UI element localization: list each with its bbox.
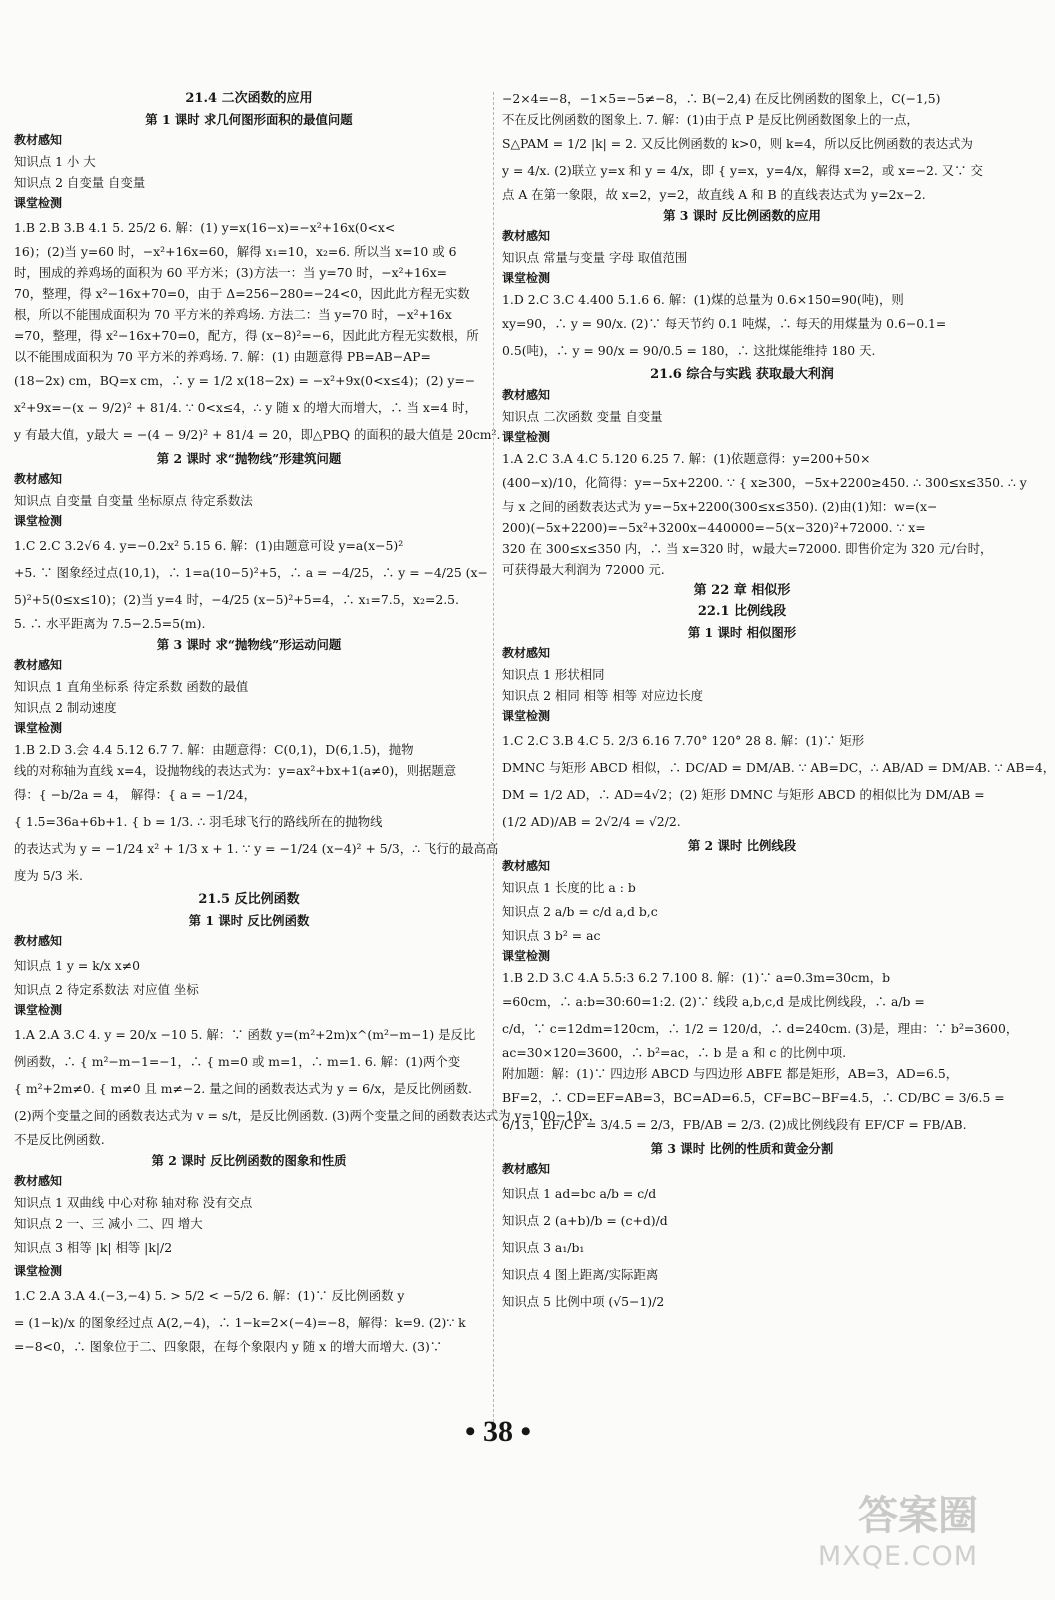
text-line: 以不能围成面积为 70 平方米的养鸡场. 7. 解：(1) 由题意得 PB=AB−AP= — [14, 349, 431, 364]
text-line: 知识点 常量与变量 字母 取值范围 — [502, 250, 688, 265]
text-line: 点 A 在第一象限，故 x=2，y=2，故直线 A 和 B 的直线表达式为 y=2x−2. — [502, 187, 926, 202]
text-line: =70，整理，得 x²−16x+70=0，配方，得 (x−8)²=−6，因此此方程无实数根，所 — [14, 328, 479, 343]
text-line: x²+9x=−(x − 9/2)² + 81/4. ∵ 0<x≤4，∴ y 随 x 的增大而增大，∴ 当 x=4 时， — [14, 400, 477, 415]
text-line: 知识点 3 a₁/b₁ — [502, 1240, 585, 1255]
text-line: (18−2x) cm，BQ=x cm，∴ y = 1/2 x(18−2x) = −x²+9x(0<x≤4)；(2) y=− — [14, 373, 476, 388]
category-label: 课堂检测 — [14, 721, 63, 735]
text-line: 知识点 2 (a+b)/b = (c+d)/d — [502, 1213, 668, 1228]
category-label: 课堂检测 — [502, 709, 551, 723]
text-line: 1.C 2.A 3.A 4.(−3,−4) 5. > 5/2 < −5/2 6. 解：(1)∵ 反比例函数 y — [14, 1288, 405, 1303]
text-line: 根，所以不能围成面积为 70 平方米的养鸡场. 方法二：当 y=70 时，−x²+16x — [14, 307, 452, 322]
text-line: 线的对称轴为直线 x=4，设抛物线的表达式为：y=ax²+bx+1(a≠0)，则据题意 — [14, 763, 457, 778]
text-line: 知识点 2 制动速度 — [14, 700, 117, 715]
text-line: +5. ∵ 图象经过点(10,1)，∴ 1=a(10−5)²+5，∴ a = −4/25，∴ y = −4/25 (x− — [14, 565, 488, 580]
category-label: 课堂检测 — [14, 1264, 63, 1278]
category-label: 教材感知 — [14, 133, 63, 147]
text-line: 16)；(2)当 y=60 时，−x²+16x=60，解得 x₁=10，x₂=6. 所以当 x=10 或 6 — [14, 244, 457, 259]
text-line: DM = 1/2 AD，∴ AD=4√2；(2) 矩形 DMNC 与矩形 ABCD 的相似比为 DM/AB = — [502, 787, 985, 802]
text-line: { 1.5=36a+6b+1. { b = 1/3. ∴ 羽毛球飞行的路线所在的抛物线 — [14, 814, 383, 829]
text-line: 附加题：解：(1)∵ 四边形 ABCD 与四边形 ABFE 都是矩形，AB=3，AD=6.5， — [502, 1066, 959, 1081]
section-heading: 21.4 二次函数的应用 — [185, 91, 313, 106]
text-line: 的表达式为 y = −1/24 x² + 1/3 x + 1. ∵ y = −1/24 (x−4)² + 5/3，∴ 飞行的最高高 — [14, 841, 499, 856]
text-line: 知识点 2 相同 相等 相等 对应边长度 — [502, 688, 704, 703]
lesson-heading: 第 1 课时 相似图形 — [687, 625, 797, 640]
lesson-heading: 第 2 课时 比例线段 — [687, 838, 797, 853]
right-column — [502, 88, 1055, 1315]
watermark — [728, 1484, 978, 1584]
text-line: 70，整理，得 x²−16x+70=0，由于 Δ=256−280=−24<0，因此此方程无实数 — [14, 286, 470, 301]
text-line: 200)(−5x+2200)=−5x²+3200x−440000=−5(x−320)²+72000. ∵ x= — [502, 520, 926, 535]
text-line: 知识点 2 自变量 自变量 — [14, 175, 146, 190]
category-label: 教材感知 — [502, 388, 551, 402]
text-line: 知识点 1 小 大 — [14, 154, 96, 169]
section-heading: 21.5 反比例函数 — [198, 892, 300, 907]
text-line: 与 x 之间的函数表达式为 y=−5x+2200(300≤x≤350). (2)由(1)知：w=(x− — [502, 499, 938, 514]
text-line: 不在反比例函数的图象上. 7. 解：(1)由于点 P 是反比例函数图象上的一点， — [502, 112, 919, 127]
text-line: 1.C 2.C 3.2√6 4. y=−0.2x² 5.15 6. 解：(1)由题意可设 y=a(x−5)² — [14, 538, 404, 553]
text-line: S△PAM = 1/2 |k| = 2. 又反比例函数的 k>0，则 k=4，所以反比例函数的表达式为 — [502, 136, 973, 151]
text-line: y 有最大值，y最大 = −(4 − 9/2)² + 81/4 = 20，即△PBQ 的面积的最大值是 20cm². — [14, 427, 501, 442]
text-line: 1.D 2.C 3.C 4.400 5.1.6 6. 解：(1)煤的总量为 0.6×150=90(吨)，则 — [502, 292, 904, 307]
lesson-heading: 第 2 课时 反比例函数的图象和性质 — [151, 1153, 347, 1168]
text-line: (1/2 AD)/AB = 2√2/4 = √2/2. — [502, 814, 681, 829]
text-line: 1.A 2.A 3.C 4. y = 20/x −10 5. 解：∵ 函数 y=(m²+2m)x^(m²−m−1) 是反比 — [14, 1027, 476, 1042]
text-line: (2)两个变量之间的函数表达式为 v = s/t，是反比例函数. (3)两个变量之间的函数表达式为 y=100−10x， — [14, 1108, 602, 1123]
category-label: 课堂检测 — [14, 514, 63, 528]
text-line: =60cm，∴ a:b=30:60=1:2. (2)∵ 线段 a,b,c,d 是成比例线段，∴ a/b = — [502, 994, 925, 1009]
text-line: (400−x)/10，化简得：y=−5x+2200. ∵ { x≥300，−5x+2200≥450. ∴ 300≤x≤350. ∴ y — [502, 475, 1027, 490]
lesson-heading: 第 3 课时 求“抛物线”形运动问题 — [156, 637, 342, 652]
column-divider — [493, 92, 494, 1427]
section-heading: 22.1 比例线段 — [697, 604, 787, 619]
category-label: 课堂检测 — [14, 1003, 63, 1017]
text-line: ac=30×120=3600，∴ b²=ac，∴ b 是 a 和 c 的比例中项. — [502, 1045, 847, 1060]
text-line: 时，围成的养鸡场的面积为 60 平方米；(3)方法一：当 y=70 时，−x²+16x= — [14, 265, 448, 280]
text-line: { m²+2m≠0. { m≠0 且 m≠−2. 量之间的函数表达式为 y = 6/x，是反比例函数. — [14, 1081, 472, 1096]
lesson-heading: 第 1 课时 反比例函数 — [188, 913, 310, 928]
category-label: 教材感知 — [502, 646, 551, 660]
text-line: 0.5(吨)，∴ y = 90/x = 90/0.5 = 180，∴ 这批煤能维持 180 天. — [502, 343, 876, 358]
text-line: 1.C 2.C 3.B 4.C 5. 2/3 6.16 7.70° 120° 28 8. 解：(1)∵ 矩形 — [502, 733, 865, 748]
text-line: =−8<0，∴ 图象位于二、四象限，在每个象限内 y 随 x 的增大而增大. (3)∵ — [14, 1339, 443, 1354]
text-line: 1.A 2.C 3.A 4.C 5.120 6.25 7. 解：(1)依题意得：y=200+50× — [502, 451, 871, 466]
section-heading: 21.6 综合与实践 获取最大利润 — [650, 367, 834, 382]
text-line: 1.B 2.D 3.会 4.4 5.12 6.7 7. 解：由题意得：C(0,1)，D(6,1.5)，抛物 — [14, 742, 414, 757]
watermark-url: MXQE.COM — [817, 1541, 978, 1572]
text-line: 320 在 300≤x≤350 内，∴ 当 x=320 时，w最大=72000. 即售价定为 320 元/台时， — [502, 541, 993, 556]
category-label: 教材感知 — [14, 658, 63, 672]
category-label: 教材感知 — [502, 229, 551, 243]
text-line: 知识点 4 图上距离/实际距离 — [502, 1267, 659, 1282]
lesson-heading: 第 1 课时 求几何图形面积的最值问题 — [145, 112, 353, 127]
text-line: 6/13，EF/CF = 3/4.5 = 2/3，FB/AB = 2/3. (2)成比例线段有 EF/CF = FB/AB. — [502, 1117, 967, 1132]
text-line: 知识点 2 一、三 减小 二、四 增大 — [14, 1216, 203, 1231]
text-line: 不是反比例函数. — [14, 1132, 105, 1147]
category-label: 教材感知 — [14, 934, 63, 948]
text-line: c/d，∵ c=12dm=120cm，∴ 1/2 = 120/d，∴ d=240cm. (3)是，理由：∵ b²=3600， — [502, 1021, 1019, 1036]
text-line: 知识点 1 双曲线 中心对称 轴对称 没有交点 — [14, 1195, 253, 1210]
text-line: 知识点 3 b² = ac — [502, 928, 601, 943]
text-line: 知识点 1 ad=bc a/b = c/d — [502, 1186, 657, 1201]
text-line: 知识点 二次函数 变量 自变量 — [502, 409, 663, 424]
text-line: 度为 5/3 米. — [14, 868, 83, 883]
text-line: = (1−k)/x 的图象经过点 A(2,−4)，∴ 1−k=2×(−4)=−8，解得：k=9. (2)∵ k — [14, 1315, 466, 1330]
text-line: 知识点 1 直角坐标系 待定系数 函数的最值 — [14, 679, 249, 694]
text-line: 5. ∴ 水平距离为 7.5−2.5=5(m). — [14, 616, 206, 631]
text-line: BF=2，∴ CD=EF=AB=3，BC=AD=6.5，CF=BC−BF=4.5，∴ CD/BC = 3/6.5 = — [502, 1090, 1005, 1105]
text-line: 知识点 2 待定系数法 对应值 坐标 — [14, 982, 199, 997]
text-line: 可获得最大利润为 72000 元. — [502, 562, 665, 577]
text-line: 得：{ −b/2a = 4， 解得：{ a = −1/24， — [14, 787, 257, 802]
page-number: • 38 • — [464, 1415, 531, 1448]
text-line: 知识点 1 长度的比 a : b — [502, 880, 636, 895]
text-line: 知识点 自变量 自变量 坐标原点 待定系数法 — [14, 493, 253, 508]
text-line: 知识点 1 y = k/x x≠0 — [14, 958, 141, 973]
text-line: 知识点 5 比例中项 (√5−1)/2 — [502, 1294, 665, 1309]
text-line: DMNC 与矩形 ABCD 相似，∴ DC/AD = DM/AB. ∵ AB=DC，∴ AB/AD = DM/AB. ∵ AB=4， — [502, 760, 1055, 775]
category-label: 教材感知 — [502, 1162, 551, 1176]
text-line: 例函数，∴ { m²−m−1=−1，∴ { m=0 或 m=1，∴ m=1. 6. 解：(1)两个变 — [14, 1054, 461, 1069]
text-line: 知识点 2 a/b = c/d a,d b,c — [502, 904, 658, 919]
category-label: 教材感知 — [14, 1174, 63, 1188]
category-label: 课堂检测 — [502, 430, 551, 444]
text-line: xy=90，∴ y = 90/x. (2)∵ 每天节约 0.1 吨煤，∴ 每天的用煤量为 0.6−0.1= — [502, 316, 947, 331]
category-label: 教材感知 — [14, 472, 63, 486]
text-line: 知识点 3 相等 |k| 相等 |k|/2 — [14, 1240, 173, 1255]
category-label: 课堂检测 — [502, 949, 551, 963]
text-line: 1.B 2.D 3.C 4.A 5.5:3 6.2 7.100 8. 解：(1)∵ a=0.3m=30cm，b — [502, 970, 891, 985]
category-label: 课堂检测 — [502, 271, 551, 285]
text-line: −2×4=−8，−1×5=−5≠−8，∴ B(−2,4) 在反比例函数的图象上，C(−1,5) — [502, 91, 941, 106]
lesson-heading: 第 2 课时 求“抛物线”形建筑问题 — [156, 451, 342, 466]
text-line: y = 4/x. (2)联立 y=x 和 y = 4/x，即 { y=x，y=4/x，解得 x=2，或 x=−2. 又∵ 交 — [502, 163, 983, 178]
category-label: 课堂检测 — [14, 196, 63, 210]
lesson-heading: 第 3 课时 比例的性质和黄金分割 — [650, 1141, 834, 1156]
text-line: 知识点 1 形状相同 — [502, 667, 605, 682]
section-heading: 第 22 章 相似形 — [693, 583, 791, 598]
text-line: 5)²+5(0≤x≤10)；(2)当 y=4 时，−4/25 (x−5)²+5=4，∴ x₁=7.5，x₂=2.5. — [14, 592, 459, 607]
text-line: 1.B 2.B 3.B 4.1 5. 25/2 6. 解：(1) y=x(16−x)=−x²+16x(0<x< — [14, 220, 396, 235]
category-label: 教材感知 — [502, 859, 551, 873]
lesson-heading: 第 3 课时 反比例函数的应用 — [663, 208, 821, 223]
watermark-logo: 答案圈 — [858, 1493, 978, 1539]
